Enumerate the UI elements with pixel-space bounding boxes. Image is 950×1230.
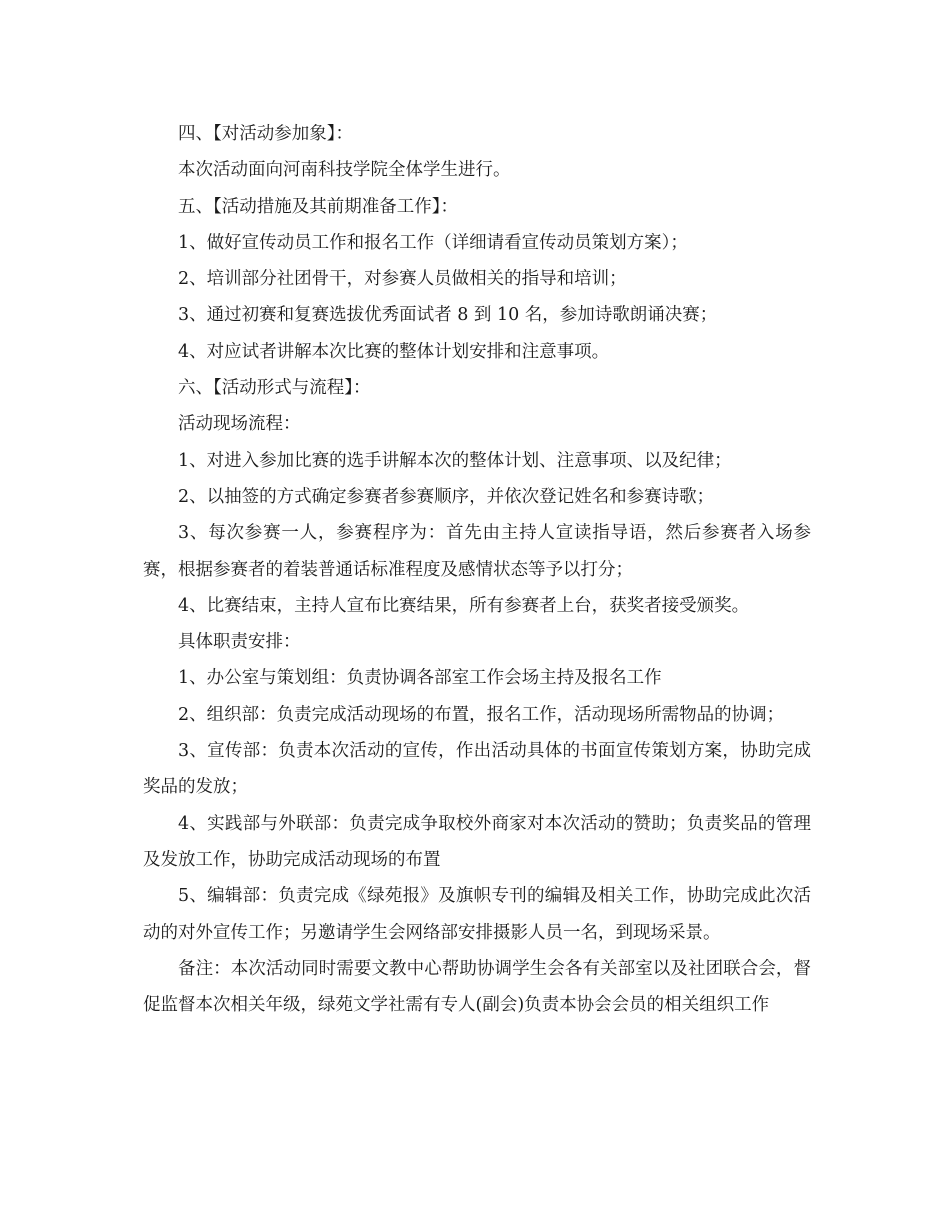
subheading-duties: 具体职责安排： bbox=[178, 632, 301, 653]
list-item-prep-4: 4、对应试者讲解本次比赛的整体计划安排和注意事项。 bbox=[178, 341, 610, 362]
list-item-process-4: 4、比赛结束，主持人宣布比赛结果，所有参赛者上台，获奖者接受颁奖。 bbox=[178, 595, 750, 616]
list-item-duty-3: 3、宣传部：负责本次活动的宣传，作出活动具体的书面宣传策划方案，协助完成奖品的发放； bbox=[143, 741, 811, 798]
list-item-prep-1: 1、做好宣传动员工作和报名工作（详细请看宣传动员策划方案）； bbox=[178, 232, 688, 253]
section-heading-six: 六、【活动形式与流程】： bbox=[178, 378, 371, 399]
list-item-duty-4: 4、实践部与外联部：负责完成争取校外商家对本次活动的赞助；负责奖品的管理及发放工作，协助完成活动现场的布置 bbox=[143, 813, 811, 870]
list-item-duty-2: 2、组织部：负责完成活动现场的布置，报名工作，活动现场所需物品的协调； bbox=[178, 704, 785, 725]
list-item-duty-1: 1、办公室与策划组：负责协调各部室工作会场主持及报名工作 bbox=[178, 668, 662, 689]
list-item-prep-2: 2、培训部分社团骨干，对参赛人员做相关的指导和培训； bbox=[178, 269, 627, 290]
list-item-process-3: 3、每次参赛一人，参赛程序为：首先由主持人宣读指导语，然后参赛者入场参赛，根据参赛者的着装普通话标准程度及感情状态等予以打分； bbox=[143, 523, 811, 580]
subheading-onsite-process: 活动现场流程： bbox=[178, 414, 301, 435]
note-paragraph: 备注：本次活动同时需要文教中心帮助协调学生会各有关部室以及社团联合会，督促监督本次相关年级，绿苑文学社需有专人(副会)负责本协会会员的相关组织工作 bbox=[143, 958, 811, 1016]
paragraph-participants: 本次活动面向河南科技学院全体学生进行。 bbox=[178, 160, 511, 181]
list-item-duty-5: 5、编辑部：负责完成《绿苑报》及旗帜专刊的编辑及相关工作，协助完成此次活动的对外宣传工作；另邀请学生会网络部安排摄影人员一名，到现场采景。 bbox=[143, 886, 811, 943]
list-item-process-2: 2、以抽签的方式确定参赛者参赛顺序，并依次登记姓名和参赛诗歌； bbox=[178, 486, 715, 507]
list-item-prep-3: 3、通过初赛和复赛选拔优秀面试者 8 到 10 名，参加诗歌朗诵决赛； bbox=[178, 305, 718, 326]
section-heading-four: 四、【对活动参加象】： bbox=[178, 124, 353, 144]
document-body bbox=[143, 116, 811, 1023]
list-item-process-1: 1、对进入参加比赛的选手讲解本次的整体计划、注意事项、以及纪律； bbox=[178, 450, 732, 471]
section-heading-five: 五、【活动措施及其前期准备工作】： bbox=[178, 196, 458, 217]
